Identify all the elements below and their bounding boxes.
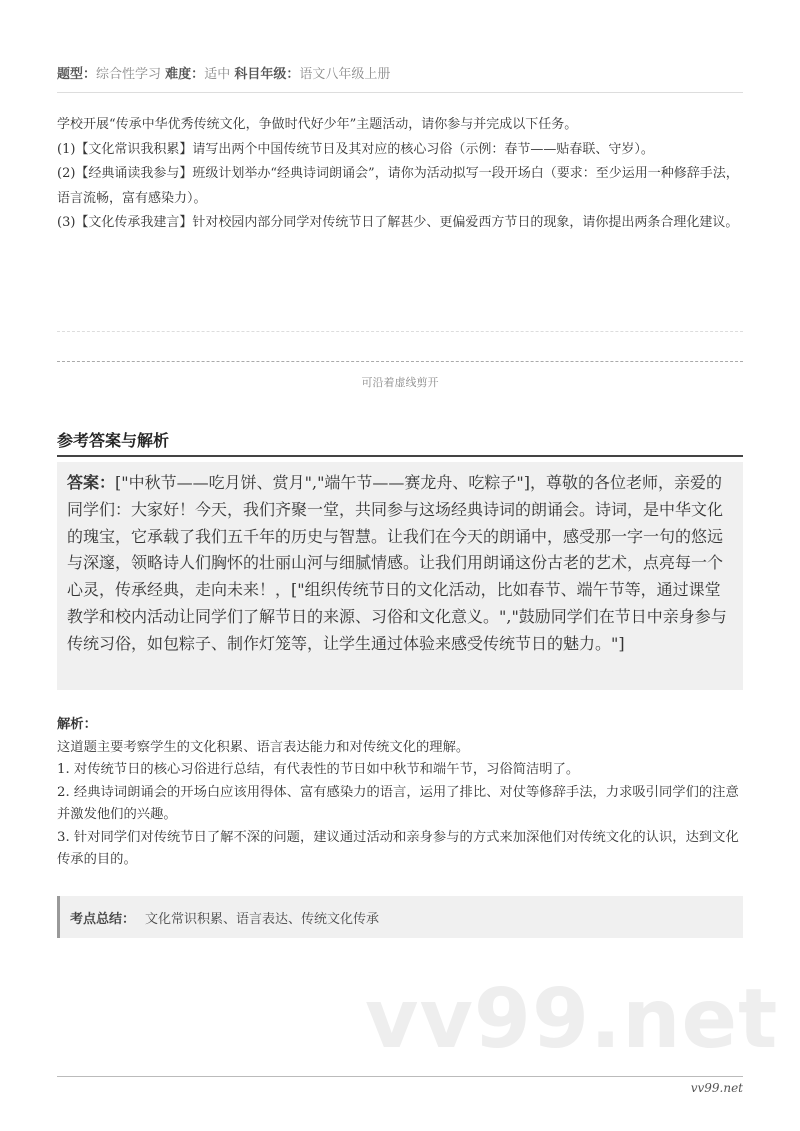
analysis-line: 2. 经典诗词朗诵会的开场白应该用得体、富有感染力的语言，运用了排比、对仗等修辞手法，力求吸引同学们的注意并激发他们的兴趣。	[57, 784, 739, 822]
answer-text: ["中秋节——吃月饼、赏月","端午节——赛龙舟、吃粽子"]，尊敬的各位老师，亲爱的同学们：大家好！今天，我们齐聚一堂，共同参与这场经典诗词的朗诵会。诗词，是中华文化的瑰宝，它承载了我们五千年的历史与智慧。让我们在今天的朗诵中，感受那一字一句的悠远与深邃，领略诗人们胸怀的壮丽山河与细腻情感。让我们用朗诵这份古老的艺术，点亮每一个心灵，传承经典，走向未来！，["组织传统节日的文化活动，比如春节、端午节等，通过课堂教学和校内活动让同学们了解节日的来源、习俗和文化意义。","鼓励同学们在节日中亲身参与传统习俗，如包粽子、制作灯笼等，让学生通过体验来感受传统节日的魅力。"]	[67, 473, 727, 653]
cut-line	[57, 361, 743, 362]
section-title: 参考答案与解析	[57, 431, 170, 450]
answer-space-line	[57, 331, 743, 332]
footer-site: vv99.net	[690, 1081, 743, 1095]
question-body	[57, 113, 747, 236]
summary-text: 文化常识积累、语言表达、传统文化传承	[145, 912, 380, 927]
analysis-line: 这道题主要考察学生的文化积累、语言表达能力和对传统文化的理解。	[57, 739, 470, 755]
subject-label: 科目年级：	[234, 67, 300, 82]
summary-box	[57, 896, 743, 938]
analysis-line: 1. 对传统节日的核心习俗进行总结，有代表性的节日如中秋节和端午节，习俗简洁明了。	[57, 762, 580, 777]
cut-hint: 可沿着虚线剪开	[361, 376, 439, 389]
difficulty-label: 难度：	[165, 67, 205, 82]
question-item: (2)【经典诵读我参与】班级计划举办“经典诗词朗诵会”，请你为活动拟写一段开场白（要求：至少运用一种修辞手法，语言流畅，富有感染力）。	[57, 166, 739, 206]
footer-divider	[57, 1076, 743, 1077]
answer-box	[57, 462, 743, 690]
difficulty-value: 适中	[204, 67, 231, 82]
section-divider	[57, 455, 743, 457]
analysis-line: 3. 针对同学们对传统节日了解不深的问题，建议通过活动和亲身参与的方式来加深他们对传统文化的认识，达到文化传承的目的。	[57, 829, 739, 867]
analysis	[57, 714, 747, 872]
question-item: (1)【文化常识我积累】请写出两个中国传统节日及其对应的核心习俗（示例：春节——贴春联、守岁）。	[57, 141, 654, 157]
question-intro: 学校开展“传承中华优秀传统文化，争做时代好少年”主题活动，请你参与并完成以下任务。	[57, 117, 578, 132]
question-meta	[57, 63, 390, 82]
subject-value: 语文八年级上册	[299, 67, 391, 82]
type-value: 综合性学习	[96, 67, 162, 82]
analysis-label: 解析：	[57, 717, 97, 732]
divider	[57, 92, 743, 93]
summary-label: 考点总结：	[70, 912, 136, 927]
watermark: vv99.net	[365, 972, 779, 1067]
answer-label: 答案：	[67, 473, 116, 492]
question-item: (3)【文化传承我建言】针对校园内部分同学对传统节日了解甚少、更偏爱西方节日的现象，请你提出两条合理化建议。	[57, 215, 739, 230]
type-label: 题型：	[57, 67, 97, 82]
